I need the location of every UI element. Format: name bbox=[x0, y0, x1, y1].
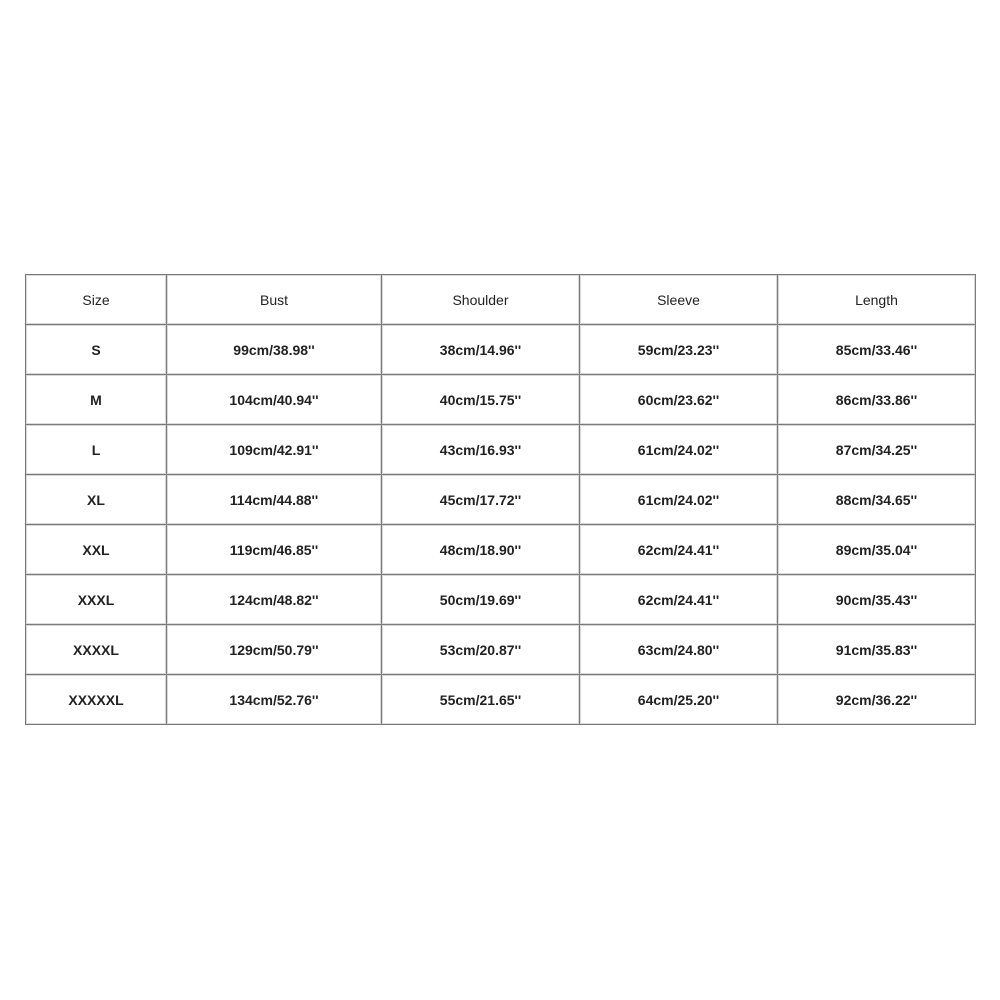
shoulder-cell: 48cm/18.90'' bbox=[382, 525, 580, 575]
sleeve-cell: 61cm/24.02'' bbox=[580, 475, 778, 525]
header-shoulder: Shoulder bbox=[382, 275, 580, 325]
length-cell: 88cm/34.65'' bbox=[778, 475, 976, 525]
size-cell: S bbox=[26, 325, 167, 375]
size-cell: XXXL bbox=[26, 575, 167, 625]
length-cell: 89cm/35.04'' bbox=[778, 525, 976, 575]
shoulder-cell: 45cm/17.72'' bbox=[382, 475, 580, 525]
length-cell: 86cm/33.86'' bbox=[778, 375, 976, 425]
bust-cell: 124cm/48.82'' bbox=[167, 575, 382, 625]
shoulder-cell: 38cm/14.96'' bbox=[382, 325, 580, 375]
size-cell: XL bbox=[26, 475, 167, 525]
table-row bbox=[26, 325, 976, 375]
sleeve-cell: 60cm/23.62'' bbox=[580, 375, 778, 425]
bust-cell: 99cm/38.98'' bbox=[167, 325, 382, 375]
table-row bbox=[26, 475, 976, 525]
length-cell: 91cm/35.83'' bbox=[778, 625, 976, 675]
table-row bbox=[26, 675, 976, 725]
size-cell: XXXXXL bbox=[26, 675, 167, 725]
table-row bbox=[26, 375, 976, 425]
size-cell: XXXXL bbox=[26, 625, 167, 675]
bust-cell: 119cm/46.85'' bbox=[167, 525, 382, 575]
length-cell: 90cm/35.43'' bbox=[778, 575, 976, 625]
sleeve-cell: 62cm/24.41'' bbox=[580, 575, 778, 625]
header-bust: Bust bbox=[167, 275, 382, 325]
sleeve-cell: 63cm/24.80'' bbox=[580, 625, 778, 675]
header-sleeve: Sleeve bbox=[580, 275, 778, 325]
size-cell: XXL bbox=[26, 525, 167, 575]
bust-cell: 109cm/42.91'' bbox=[167, 425, 382, 475]
sleeve-cell: 64cm/25.20'' bbox=[580, 675, 778, 725]
length-cell: 92cm/36.22'' bbox=[778, 675, 976, 725]
table-row bbox=[26, 625, 976, 675]
sleeve-cell: 62cm/24.41'' bbox=[580, 525, 778, 575]
table-row bbox=[26, 425, 976, 475]
size-cell: M bbox=[26, 375, 167, 425]
header-size: Size bbox=[26, 275, 167, 325]
length-cell: 87cm/34.25'' bbox=[778, 425, 976, 475]
size-cell: L bbox=[26, 425, 167, 475]
shoulder-cell: 40cm/15.75'' bbox=[382, 375, 580, 425]
size-chart-table bbox=[25, 274, 976, 725]
sleeve-cell: 59cm/23.23'' bbox=[580, 325, 778, 375]
shoulder-cell: 43cm/16.93'' bbox=[382, 425, 580, 475]
sleeve-cell: 61cm/24.02'' bbox=[580, 425, 778, 475]
shoulder-cell: 50cm/19.69'' bbox=[382, 575, 580, 625]
bust-cell: 104cm/40.94'' bbox=[167, 375, 382, 425]
table-row bbox=[26, 575, 976, 625]
bust-cell: 134cm/52.76'' bbox=[167, 675, 382, 725]
shoulder-cell: 53cm/20.87'' bbox=[382, 625, 580, 675]
length-cell: 85cm/33.46'' bbox=[778, 325, 976, 375]
bust-cell: 129cm/50.79'' bbox=[167, 625, 382, 675]
header-row bbox=[26, 275, 976, 325]
table-row bbox=[26, 525, 976, 575]
shoulder-cell: 55cm/21.65'' bbox=[382, 675, 580, 725]
header-length: Length bbox=[778, 275, 976, 325]
bust-cell: 114cm/44.88'' bbox=[167, 475, 382, 525]
